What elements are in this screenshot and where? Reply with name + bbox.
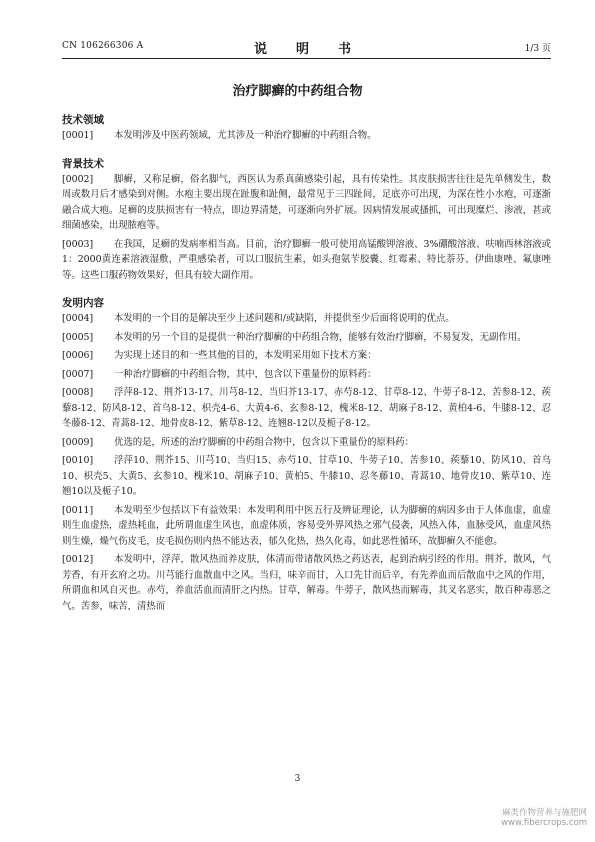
paragraph [62, 552, 551, 614]
paragraph [62, 435, 551, 451]
paragraph-number: [0001] [62, 130, 94, 141]
paragraph-number: [0010] [62, 455, 94, 466]
paragraph-number: [0004] [62, 313, 94, 324]
paragraph-number: [0002] [62, 173, 94, 185]
paragraph [62, 311, 551, 327]
paragraph [62, 237, 551, 284]
paragraph-text: 本发明涉及中医药领域，尤其涉及一种治疗脚癣的中药组合物。 [114, 130, 377, 141]
paragraph [62, 453, 551, 500]
header-divider [62, 58, 551, 59]
paragraph [62, 367, 551, 383]
page-header [62, 38, 551, 56]
section-heading: 背景技术 [62, 157, 104, 170]
document-title: 治疗脚癣的中药组合物 [232, 84, 363, 99]
section-heading: 发明内容 [62, 297, 104, 309]
page-indicator: 1/3 页 [524, 44, 551, 54]
paragraph-number: [0012] [62, 554, 94, 565]
paragraph-text: 在我国，足癣的发病率相当高。目前，治疗脚癣一般可使用高锰酸钾溶液、3%硼酸溶液、呋喃西林溶液或1：2000黄连素溶液湿敷，严重感染者，可以口服抗生素，如头孢氨苄胶囊、红霉素、特比萘芬、伊曲康唑、氟康唑等。这些口服药物效果好，但具有较大副作用。 [62, 238, 551, 281]
section-heading: 技术领域 [62, 114, 104, 126]
paragraph [62, 348, 551, 364]
paragraph [62, 503, 551, 550]
paragraph-text: 优选的是，所述的治疗脚癣的中药组合物中，包含以下重量份的原料药： [114, 436, 415, 448]
paragraph [62, 172, 551, 234]
paragraph-number: [0009] [62, 436, 94, 448]
page-number: 3 [294, 774, 301, 784]
paragraph-number: [0007] [62, 368, 94, 380]
document-body [62, 112, 551, 617]
section-technical-field [62, 112, 551, 144]
paragraph-number: [0003] [62, 238, 94, 250]
section-summary [62, 295, 551, 614]
paragraph [62, 330, 551, 346]
paragraph-text: 浮萍8-12、荆芥13-17、川芎8-12、当归芥13-17、赤芍8-12、甘草8-12、牛蒡子8-12、苦参8-12、蒺藜8-12、防风8-12、首乌8-12、枳壳4-6、大黄4-6、玄参8-12、槐米8-12、胡麻子8-12、黄柏4-6、牛膝8-12、忍冬藤8-12、青蒿8-12、地骨皮8-12、紫草8-12、连翘8-12以及栀子8-12。 [62, 387, 551, 429]
paragraph-text: 浮萍10、荆芥15、川芎10、当归15、赤芍10、甘草10、牛蒡子10、苦参10、蒺藜10、防风10、首乌10、枳壳5、大黄5、玄参10、槐米10、胡麻子10、黄柏5、牛膝10、忍冬藤10、青蒿10、地骨皮10、紫草10、连翘10以及栀子10。 [62, 455, 551, 497]
paragraph-number: [0005] [62, 331, 94, 343]
paragraph-text: 本发明的另一个目的是提供一种治疗脚癣的中药组合物，能够有效治疗脚癣，不易复发，无副作用。 [114, 331, 527, 343]
watermark: 麻类作物营养与施肥网 www.fibercrops.com [501, 808, 587, 828]
paragraph [62, 128, 551, 144]
paragraph-number: [0008] [62, 387, 94, 398]
paragraph-number: [0011] [62, 504, 94, 516]
paragraph-text: 本发明中，浮萍，散风热而养皮肤，体清而带诸散风热之药达表，起到治病引经的作用。荆芥，散风，气芳香，有开玄府之功。川芎能行血散血中之风。当归，味辛而甘，入口先甘而后辛，有先养血而后散血中之风的作用，所谓血和风自灭也。赤芍，养血活血而清肝之内热。甘草，解毒。牛蒡子，散风热而解毒，其叉名恶实，散百种毒恶之气。苦参，味苦，清热而 [62, 554, 551, 612]
paragraph-text: 脚癣，又称足癣，俗名脚气，西医认为系真菌感染引起，具有传染性。其皮肤损害往往是先单侧发生，数周或数月后才感染到对侧。水疱主要出现在趾腹和趾侧，最常见于三四趾间，足底亦可出现，为深在性小水疱，可逐渐融合成大疱。足癣的皮肤损害有一特点，即边界清楚，可逐渐向外扩展。因病情发展或搔抓，可出现糜烂、渗液，甚或细菌感染，出现脓疱等。 [62, 173, 551, 231]
paragraph-number: [0006] [62, 350, 94, 361]
paragraph-text: 为实现上述目的和一些其他的目的，本发明采用如下技术方案： [114, 350, 377, 361]
section-background [62, 156, 551, 284]
paragraph-text: 一种治疗脚癣的中药组合物，其中，包含以下重量份的原料药： [114, 368, 377, 380]
paragraph-text: 本发明至少包括以下有益效果：本发明利用中医五行及辨证理论，认为脚癣的病因多由于人体血虚，血虚则生血虚热，虚热耗血，此所谓血虚生风也，血虚体质，容易受外界风热之邪气侵袭，风热入体，血脉受风，血虚风热则生燥，燥气伤皮毛，皮毛损伤则内热不能达表，郁久化热，热久化毒，如此恶性循环，故脚癣久不能愈。 [62, 504, 551, 547]
document-number: CN 106266306 A [62, 41, 144, 51]
document-type: 说 明 书 [253, 42, 359, 57]
paragraph-text: 本发明的一个目的是解决至少上述问题和/或缺陷，并提供至少后面将说明的优点。 [114, 313, 455, 324]
paragraph [62, 385, 551, 432]
